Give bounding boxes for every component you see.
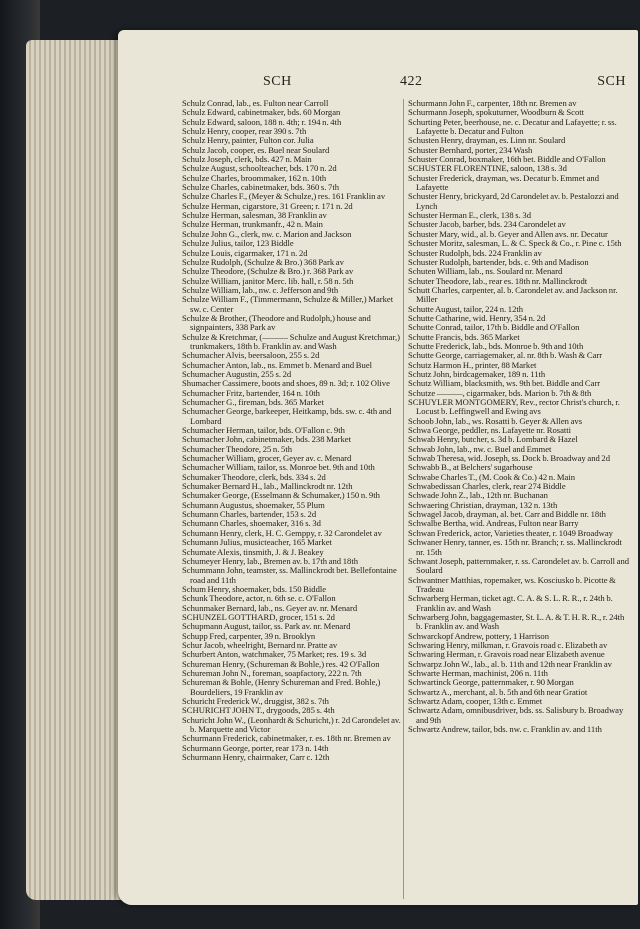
directory-entry: Schutt Charles, carpenter, al. b. Carondelet av. and Jackson nr. Miller xyxy=(408,284,618,305)
directory-entry: Schwalbe Bertha, wid. Andreas, Fulton near Barry xyxy=(408,518,579,529)
directory-entry: Schuster Rudolph, bds. 224 Franklin av xyxy=(408,247,542,258)
directory-entry: Schulz Joseph, clerk, bds. 427 n. Main xyxy=(182,154,312,165)
directory-entry: Schwabedissan Charles, clerk, rear 274 Biddle xyxy=(408,481,566,492)
directory-entry: Schwaner Henry, tanner, es. 15th nr. Branch; r. ss. Mallinckrodt nr. 15th xyxy=(408,537,622,557)
directory-entry: Schutte August, tailor, 224 n. 12th xyxy=(408,303,524,314)
directory-entry: Schwartz A., merchant, al. b. 5th and 6th near Gratiot xyxy=(408,686,588,697)
directory-entry: Schwantner Matthias, ropemaker, ws. Kosciusko b. Picotte & Tradeau xyxy=(408,574,616,594)
directory-entry: Schuster Frederick, drayman, ws. Decatur b. Emmet and Lafayette xyxy=(408,172,599,193)
directory-entry: Schwa George, peddler, ns. Lafayette nr. Rosatti xyxy=(408,425,572,436)
left-column xyxy=(182,99,402,899)
directory-entry: Schwab John, lab., nw. c. Buel and Emmet xyxy=(408,443,552,454)
directory-entry: Schumann Charles, bartender, 153 s. 2d xyxy=(182,509,317,520)
directory-entry: Schulze William F., (Timmermann, Schulze & Miller,) Market sw. c. Center xyxy=(182,294,394,314)
page-number: 422 xyxy=(400,74,423,89)
directory-entry: Schulz Henry, painter, Fulton cor. Julia xyxy=(182,135,314,146)
directory-entry: Schurmann John F., carpenter, 18th nr. Bremen av xyxy=(408,99,577,108)
directory-entry: Schurmann Henry, chairmaker, Carr c. 12th xyxy=(182,752,330,763)
directory-entry: Schutte George, carriagemaker, al. nr. 8th b. Wash & Carr xyxy=(408,350,603,361)
directory-entry: Schureman & Bohle, (Henry Schureman and Fred. Bohle,) Bourdeliers, 19 Franklin av xyxy=(182,677,381,697)
directory-entry: Schumacher John, cabinetmaker, bds. 238 Market xyxy=(182,434,351,445)
directory-entry: Schwabe Charles T., (M. Cook & Co.) 42 n. Main xyxy=(408,471,576,482)
directory-entry: Schumacher William, tailor, ss. Monroe bet. 9th and 10th xyxy=(182,462,375,473)
directory-entry: Schurmann Joseph, spokuturner, Woodburn & Scott xyxy=(408,107,585,118)
directory-entry: Schulze Charles F., (Meyer & Schulze,) res. 161 Franklin av xyxy=(182,191,386,202)
directory-entry: Schuter Theodore, lab., rear es. 18th nr. Mallinckrodt xyxy=(408,275,588,286)
column-divider xyxy=(403,99,404,899)
directory-entry: Schusten Henry, drayman, es. Linn nr. Soulard xyxy=(408,135,566,146)
directory-entry: Schumate Alexis, tinsmith, J. & J. Beakey xyxy=(182,546,324,557)
directory-entry: Schurmann Frederick, cabinetmaker, r. es. 18th nr. Bremen av xyxy=(182,733,391,744)
directory-entry: Schwartz Adam, omnibusdriver, bds. ss. Salisbury b. Broadway and 9th xyxy=(408,705,624,725)
directory-entry: Schum Henry, shoemaker, bds. 150 Biddle xyxy=(182,583,327,594)
directory-entry: SCHUNZEL GOTTHARD, grocer, 151 s. 2d xyxy=(182,611,335,622)
directory-entry: Schumacher Herman, tailor, bds. O'Fallon c. 9th xyxy=(182,425,345,436)
directory-entry: Schumacher Anton, lab., ns. Emmet b. Menard and Buel xyxy=(182,359,373,370)
directory-entry: Schwarberg Herman, ticket agt. C. A. & S. L. R. R., r. 24th b. Franklin av. and Wash xyxy=(408,593,613,613)
directory-entry: Schutte Conrad, tailor, 17th b. Biddle and O'Fallon xyxy=(408,322,580,333)
directory-entry: Schulz Henry, cooper, rear 390 s. 7th xyxy=(182,126,307,137)
directory-entry: Schwade John Z., lab., 12th nr. Buchanan xyxy=(408,490,548,501)
directory-entry: Schuster Conrad, boxmaker, 16th bet. Biddle and O'Fallon xyxy=(408,154,606,165)
directory-entry: Schulze Louis, cigarmaker, 171 n. 2d xyxy=(182,247,308,258)
directory-entry: Schumeyer Henry, lab., Bremen av. b. 17th and 18th xyxy=(182,555,359,566)
directory-entry: Schummann John, teamster, ss. Mallinckrodt bet. Bellefontaine road and 11th xyxy=(182,565,397,585)
directory-entry: Schumann Augustus, shoemaker, 55 Plum xyxy=(182,499,325,510)
directory-entry: Schumacher Augustin, 255 s. 2d xyxy=(182,368,292,379)
directory-entry: Schuster Moritz, salesman, L. & C. Speck & Co., r. Pine c. 15th xyxy=(408,238,622,249)
directory-entry: Schurmann George, porter, rear 173 n. 14th xyxy=(182,742,329,753)
directory-entry: Schumacher Fritz, bartender, 164 n. 10th xyxy=(182,387,320,398)
directory-entry: Schwaring Henry, milkman, r. Gravois road c. Elizabeth av xyxy=(408,639,608,650)
directory-entry: Schutte Francis, bds. 365 Market xyxy=(408,331,520,342)
directory-entry: Schulze & Kretchmar, (——— Schulze and August Kretchmar,) trunkmakers, 18th b. Franklin av. and Wash xyxy=(182,331,400,351)
directory-entry: Schwan Frederick, actor, Varieties theater, r. 1049 Broadway xyxy=(408,527,613,538)
directory-entry: Schumann Henry, clerk, H. C. Gemppy, r. 32 Carondelet av xyxy=(182,527,382,538)
directory-entry: Schulze Rudolph, (Schulze & Bro.) 368 Park av xyxy=(182,256,344,267)
directory-entry: Schuster Henry, brickyard, 2d Carondelet av. b. Pestalozzi and Lynch xyxy=(408,191,619,211)
directory-entry: Shumacher Cassimere, boots and shoes, 89 n. 3d; r. 102 Olive xyxy=(182,378,390,389)
directory-entry: Schulz Jacob, cooper, es. Buel near Soulard xyxy=(182,144,330,155)
directory-entry: Schwagel Jacob, drayman, al. bet. Carr and Biddle nr. 18th xyxy=(408,509,606,520)
directory-entry: Schumaker Theodore, clerk, bds. 334 s. 2d xyxy=(182,471,326,482)
directory-entry: Schwab Henry, butcher, s. 3d b. Lombard & Hazel xyxy=(408,434,578,445)
directory-entry: Schutz Harmon H., printer, 88 Market xyxy=(408,359,537,370)
running-header xyxy=(118,74,638,92)
directory-entry: Schumacher G., fireman, bds. 365 Market xyxy=(182,397,324,407)
right-column xyxy=(408,99,632,899)
directory-entry: Schulze Theodore, (Schulze & Bro.) r. 368 Park av xyxy=(182,266,354,277)
directory-entry: Schwarberg John, baggagemaster, St. L. A. & T. H. R. R., r. 24th b. Franklin av. and Wash xyxy=(408,611,625,632)
directory-entry: Schulz Edward, cabinetmaker, bds. 60 Morgan xyxy=(182,107,341,118)
directory-entry: Schwaring Herman, r. Gravois road near Elizabeth avenue xyxy=(408,649,605,660)
directory-entry: Schwabb B., at Belchers' sugarhouse xyxy=(408,462,533,473)
directory-entry: Schulze Herman, cigarstore, 31 Green; r. 171 n. 2d xyxy=(182,200,353,211)
directory-entry: SCHUSTER FLORENTINE, saloon, 138 s. 3d xyxy=(408,163,567,174)
directory-entry: Schwarte Herman, machinist, 206 n. 11th xyxy=(408,667,548,678)
directory-entry: Schumann Charles, shoemaker, 316 s. 3d xyxy=(182,518,321,529)
directory-entry: Schupp Fred, carpenter, 39 n. Brooklyn xyxy=(182,630,316,641)
directory-entry: SCHURICHT JOHN T., drygoods, 285 s. 4th xyxy=(182,705,335,716)
directory-entry: Schutte Frederick, lab., bds. Monroe b. 9th and 10th xyxy=(408,340,584,351)
directory-entry: Schumacher Alvis, beersaloon, 255 s. 2d xyxy=(182,350,320,361)
directory-entry: Schulze Herman, salesman, 38 Franklin av xyxy=(182,210,327,221)
directory-entry: Schwab Theresa, wid. Joseph, ss. Dock b. Broadway and 2d xyxy=(408,453,611,464)
header-right-guide: SCH xyxy=(597,74,626,89)
directory-entry: Schwaering Christian, drayman, 132 n. 13th xyxy=(408,499,558,510)
directory-entry: Schunmaker Bernard, lab., ns. Geyer av. nr. Menard xyxy=(182,602,358,613)
directory-entry: Schulz Edward, saloon, 188 n. 4th; r. 194 n. 4th xyxy=(182,116,342,127)
directory-entry: Schulze Charles, cabinetmaker, bds. 360 s. 7th xyxy=(182,182,340,193)
directory-entry: Schumacher George, barkeeper, Heitkamp, bds. sw. c. 4th and Lombard xyxy=(182,406,392,426)
directory-entry: Schurting Peter, beerhouse, ne. c. Decatur and Lafayette; r. ss. Lafayette b. Decatur and Fulton xyxy=(408,116,617,137)
directory-entry: Schoob John, lab., ws. Rosatti b. Geyer & Allen avs xyxy=(408,415,583,426)
directory-entry: Schulze William, lab., nw. c. Jefferson and 9th xyxy=(182,284,339,295)
directory-entry: Schuster Herman E., clerk, 138 s. 3d xyxy=(408,210,532,221)
directory-entry: SCHUYLER MONTGOMERY, Rev., rector Christ's church, r. Locust b. Leffingwell and Ewing avs xyxy=(408,397,620,417)
directory-entry: Schureman John N., foreman, soapfactory, 222 n. 7th xyxy=(182,667,362,678)
directory-entry: Schulze August, schoolteacher, bds. 170 n. 2d xyxy=(182,163,337,174)
directory-entry: Schulze Charles, broommaker, 162 n. 10th xyxy=(182,172,327,183)
directory-entry: Schutz John, birdcagemaker, 189 n. 11th xyxy=(408,368,546,379)
directory-entry: Schureman Henry, (Schureman & Bohle,) res. 42 O'Fallon xyxy=(182,658,380,669)
directory-entry: Schutz William, blacksmith, ws. 9th bet. Biddle and Carr xyxy=(408,378,601,389)
directory-entry: Schuten William, lab., ns. Soulard nr. Menard xyxy=(408,266,563,277)
directory-entry: Schupmann August, tailor, ss. Park av. nr. Menard xyxy=(182,621,351,632)
directory-page xyxy=(118,30,638,905)
directory-entry: Schumacher William, grocer, Geyer av. c. Menard xyxy=(182,453,352,464)
directory-entry: Schwartz Andrew, tailor, bds. nw. c. Franklin av. and 11th xyxy=(408,724,602,735)
directory-entry: Schutte Catharine, wid. Henry, 354 n. 2d xyxy=(408,312,546,323)
directory-entry: Schunk Theodore, actor, n. 6th se. c. O'Fallon xyxy=(182,593,336,604)
directory-entry: Schutze ———, cigarmaker, bds. Marion b. 7th & 8th xyxy=(408,387,592,398)
directory-entry: Schuster Mary, wid., al. b. Geyer and Allen avs. nr. Decatur xyxy=(408,228,608,239)
directory-entry: Schulze & Brother, (Theodore and Rudolph,) house and signpainters, 338 Park av xyxy=(182,312,371,333)
directory-entry: Schuricht Frederick W., druggist, 382 s. 7th xyxy=(182,696,329,706)
directory-entry: Schuricht John W., (Leonhardt & Schuricht,) r. 2d Carondelet av. b. Marquette and Victor xyxy=(182,714,401,735)
directory-entry: Schurbert Anton, watchmaker, 75 Market; res. 19 s. 3d xyxy=(182,649,367,660)
directory-entry: Schwartz Adam, cooper, 13th c. Emmet xyxy=(408,696,543,706)
directory-entry: Schwartinck George, patternmaker, r. 90 Morgan xyxy=(408,677,574,688)
directory-entry: Schuster Bernhard, porter, 234 Wash xyxy=(408,144,533,155)
directory-entry: Schulze Herman, trunkmanfr., 42 n. Main xyxy=(182,219,323,230)
directory-entry: Schur Jacob, wheelright, Bernard nr. Pratte av xyxy=(182,639,338,650)
directory-entry: Schwant Joseph, patternmaker, r. ss. Carondelet av. b. Carroll and Soulard xyxy=(408,555,630,576)
directory-entry: Schumaker George, (Esselmann & Schumaker,) 150 n. 9th xyxy=(182,490,380,501)
directory-entry: Schuster Jacob, barber, bds. 234 Carondelet av xyxy=(408,219,566,230)
directory-entry: Schwarpz John W., lab., al. b. 11th and 12th near Franklin av xyxy=(408,658,612,669)
header-left-guide: SCH xyxy=(263,74,292,89)
directory-entry: Schuster Rudolph, bartender, bds. c. 9th and Madison xyxy=(408,256,589,267)
directory-entry: Schumann Julius, musicteacher, 165 Market xyxy=(182,537,332,548)
directory-entry: Schulze William, janitor Merc. lib. hall, r. 58 n. 5th xyxy=(182,275,354,286)
directory-entry: Schumacher Theodore, 25 n. 5th xyxy=(182,443,293,454)
directory-entry: Schulze John G., clerk, nw. c. Marion and Jackson xyxy=(182,228,352,239)
directory-entry: Schumaker Bernard H., lab., Mallinckrodt nr. 12th xyxy=(182,481,353,492)
directory-entry: Schulze Julius, tailor, 123 Biddle xyxy=(182,238,294,249)
directory-entry: Schulz Conrad, lab., es. Fulton near Carroll xyxy=(182,99,329,108)
directory-entry: Schwarckopf Andrew, pottery, 1 Harrison xyxy=(408,630,550,641)
